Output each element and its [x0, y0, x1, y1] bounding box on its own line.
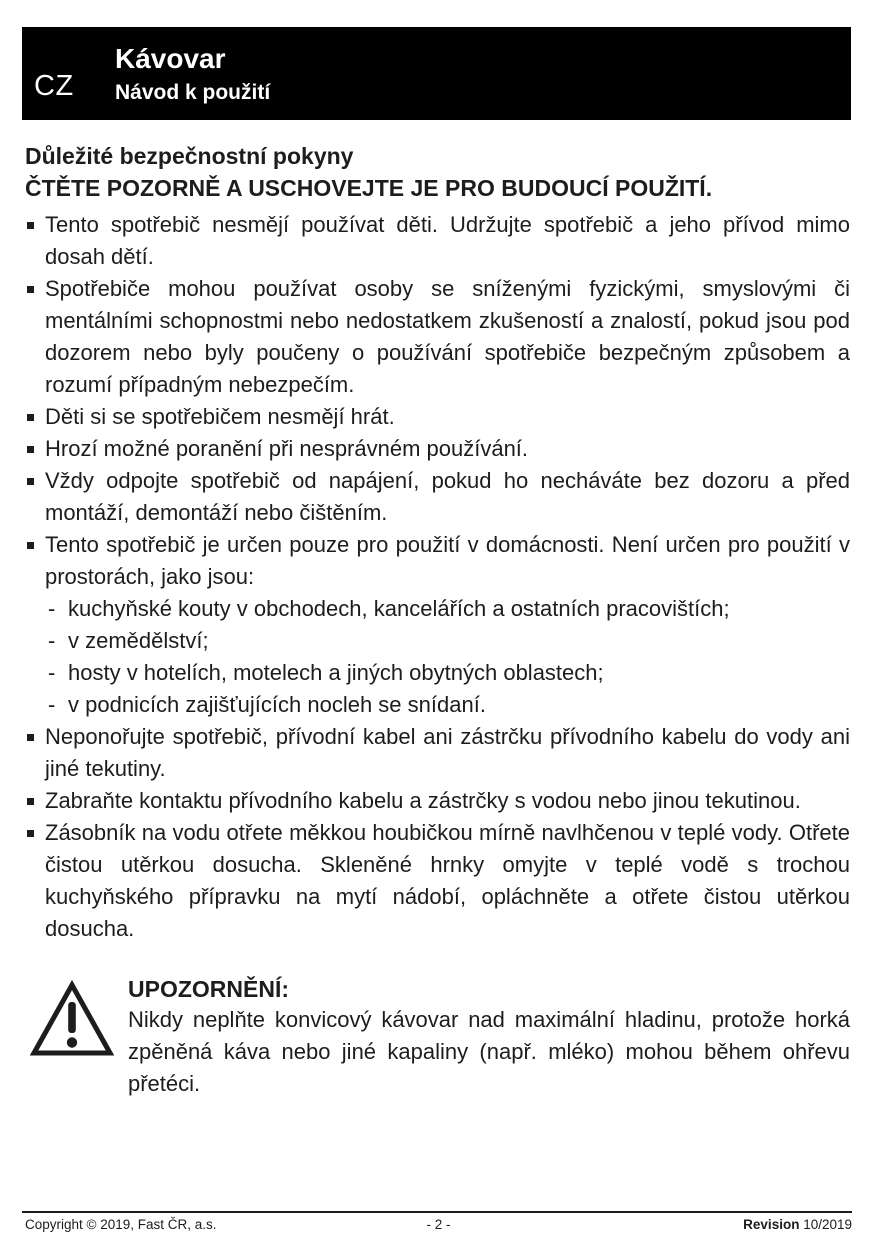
list-item: [25, 785, 850, 817]
main-content: [25, 140, 850, 1100]
revision-value: 10/2019: [799, 1217, 853, 1232]
page-subtitle: Návod k použití: [115, 81, 271, 104]
list-item: [25, 817, 850, 945]
warning-label: UPOZORNĚNÍ:: [128, 976, 289, 1002]
warning-section: [30, 974, 850, 1100]
warning-text: Nikdy neplňte konvicový kávovar nad maximální hladinu, protože horká zpěněná káva nebo jiné kapaliny (např. mléko) mohou během ohřevu přetéci.: [128, 1007, 850, 1096]
list-item: [25, 273, 850, 401]
revision-label: Revision: [743, 1217, 800, 1232]
page-number: - 2 -: [426, 1217, 451, 1232]
dash-marker: -: [48, 596, 56, 621]
dash-marker: -: [48, 660, 56, 685]
revision-text: [576, 1217, 852, 1232]
warning-triangle-icon: [30, 980, 114, 1100]
list-item: [25, 721, 850, 785]
language-code-label: CZ: [34, 70, 74, 102]
section-subheading: ČTĚTE POZORNĚ A USCHOVEJTE JE PRO BUDOUCÍ POUŽITÍ.: [25, 175, 713, 201]
header-titles: [115, 43, 270, 106]
sub-list-item: [45, 657, 850, 689]
list-item: [25, 465, 850, 529]
list-item-text: Zásobník na vodu otřete měkkou houbičkou mírně navlhčenou v teplé vody. Otřete čistou utěrkou dosucha. Skleněné hrnky omyjte v teplé vodě s trochou kuchyňského přípravku na mytí nádobí, opláchněte a otřete čistou utěrkou dosucha.: [45, 820, 850, 941]
sub-list-item: [45, 689, 850, 721]
list-item-text: Zabraňte kontaktu přívodního kabelu a zástrčky s vodou nebo jinou tekutinou.: [45, 788, 801, 813]
section-heading: Důležité bezpečnostní pokyny: [25, 143, 354, 169]
warning-body: [128, 974, 850, 1100]
list-item-text: Spotřebiče mohou používat osoby se sníženými fyzickými, smyslovými či mentálními schopnostmi nebo nedostatkem zkušeností a znalostí, pokud jsou pod dozorem nebo byly poučeny o používání spotřebiče bezpečným způsobem a rozumí případným nebezpečím.: [45, 276, 850, 397]
page-title: Kávovar: [115, 43, 226, 74]
list-item-text: Tento spotřebič nesmějí používat děti. Udržujte spotřebič a jeho přívod mimo dosah dětí.: [45, 212, 850, 269]
list-item-text: Vždy odpojte spotřebič od napájení, pokud ho necháváte bez dozoru a před montáží, demontáží nebo čištěním.: [45, 468, 850, 525]
sub-list-item: [45, 593, 850, 625]
sub-list-item: [45, 625, 850, 657]
sub-list-item-text: v podnicích zajišťujících nocleh se snídaní.: [68, 692, 486, 717]
copyright-text: Copyright © 2019, Fast ČR, a.s.: [25, 1217, 217, 1232]
sub-list-item-text: kuchyňské kouty v obchodech, kancelářích a ostatních pracovištích;: [68, 596, 730, 621]
list-item: [25, 433, 850, 465]
list-item: [25, 209, 850, 273]
list-item-text: Děti si se spotřebičem nesmějí hrát.: [45, 404, 395, 429]
list-item-text: Hrozí možné poranění při nesprávném používání.: [45, 436, 529, 461]
list-item-text: Neponořujte spotřebič, přívodní kabel ani zástrčku přívodního kabelu do vody ani jiné tekutiny.: [45, 724, 850, 781]
safety-list: [25, 209, 850, 945]
sub-list-item-text: hosty v hotelích, motelech a jiných obytných oblastech;: [68, 660, 604, 685]
list-item-text: Tento spotřebič je určen pouze pro použití v domácnosti. Není určen pro použití v prostorách, jako jsou:: [45, 532, 850, 589]
dash-marker: -: [48, 628, 56, 653]
header-bar: [22, 27, 851, 120]
page-footer: [22, 1211, 852, 1232]
sub-list-item-text: v zemědělství;: [68, 628, 209, 653]
dash-marker: -: [48, 692, 56, 717]
list-item: [25, 529, 850, 721]
list-item: [25, 401, 850, 433]
